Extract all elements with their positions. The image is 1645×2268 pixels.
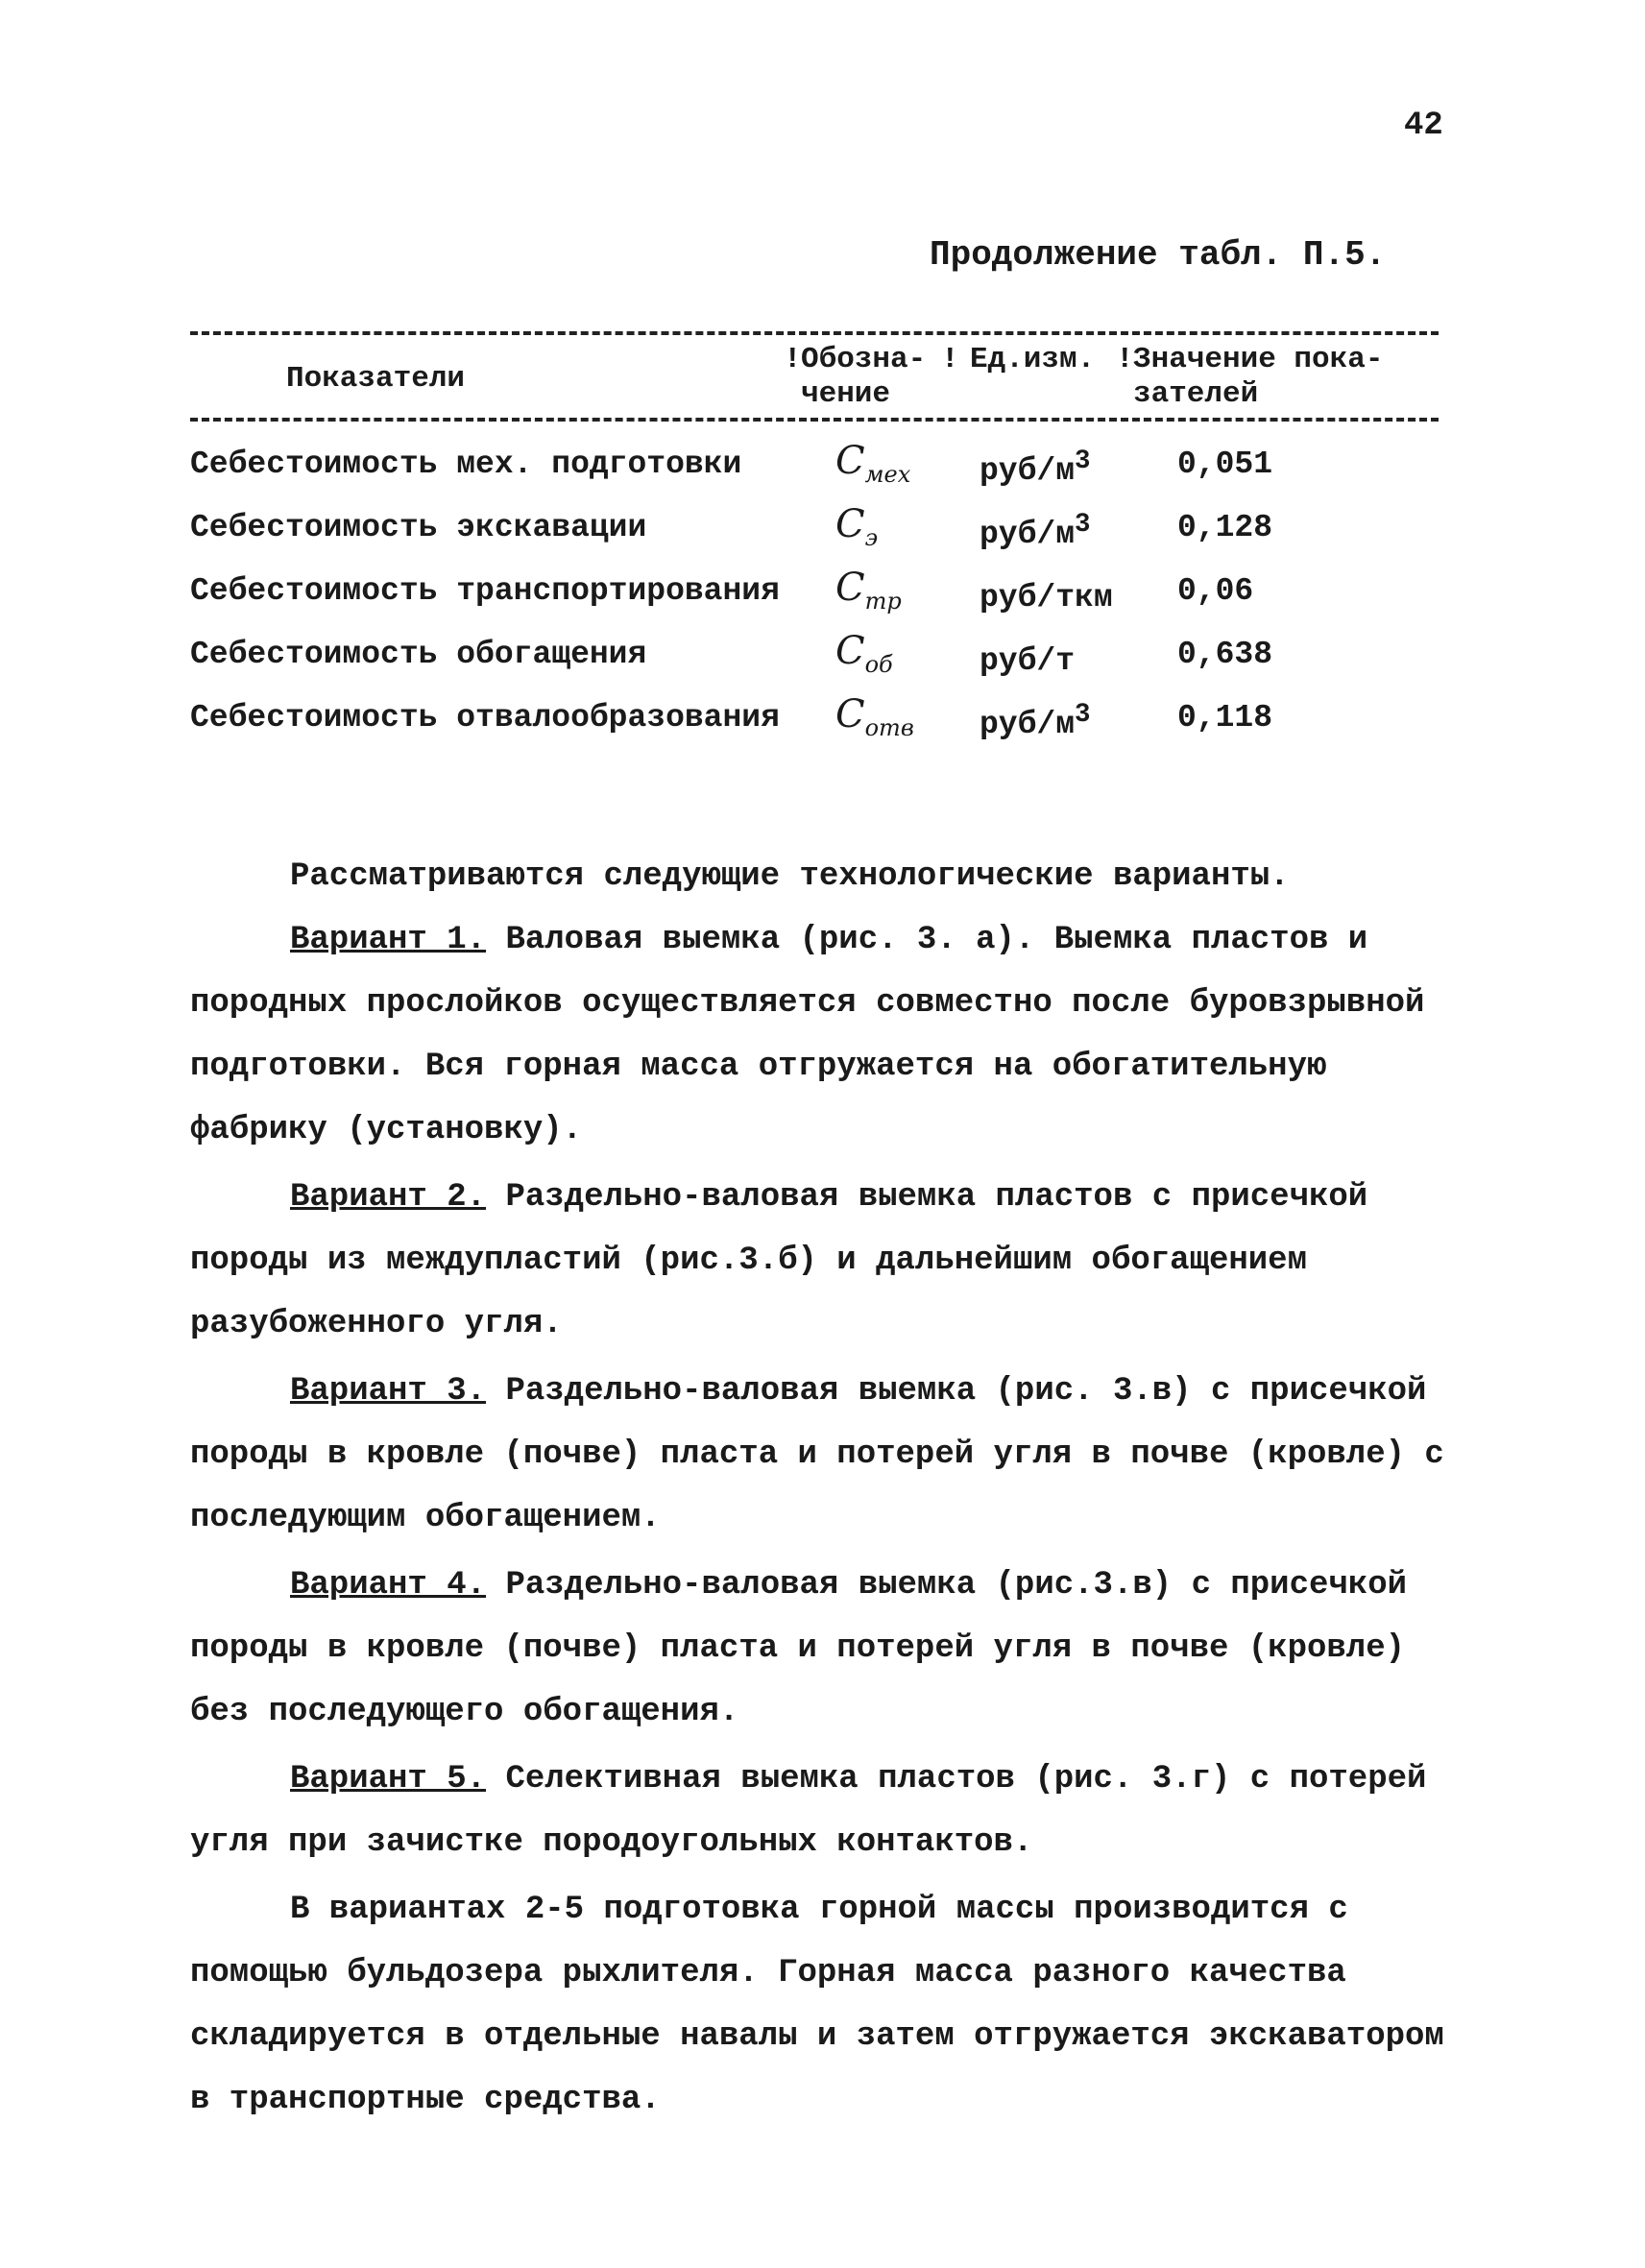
row-unit xyxy=(980,700,1091,742)
symbol-sub: э xyxy=(864,524,879,551)
header-indicator: Показатели xyxy=(286,362,466,396)
row-name: Себестоимость транспортирования xyxy=(190,573,780,609)
row-value: 0,118 xyxy=(1177,700,1273,736)
unit-base: руб/м xyxy=(980,517,1076,552)
symbol-base: C xyxy=(835,502,865,546)
table-row xyxy=(190,625,1439,688)
row-value: 0,06 xyxy=(1177,573,1254,609)
symbol-sub: тр xyxy=(864,588,902,615)
table-row xyxy=(190,435,1439,498)
variant-label: Вариант 5. xyxy=(290,1761,487,1798)
table-row xyxy=(190,498,1439,562)
variant-paragraph xyxy=(190,1360,1458,1550)
unit-sup: 3 xyxy=(1075,700,1091,730)
row-symbol xyxy=(835,692,914,741)
body-text xyxy=(190,845,1458,2132)
row-unit xyxy=(980,573,1113,615)
table-row xyxy=(190,688,1439,752)
header-symbol-line1: Обозна- xyxy=(801,343,927,376)
row-symbol xyxy=(835,566,902,615)
unit-base: руб/т xyxy=(980,643,1076,679)
variant-text: Раздельно-валовая выемка пластов с присечкой породы из междупластий (рис.3.б) и дальнейшим обогащением разубоженного угля. xyxy=(190,1179,1368,1342)
variant-paragraph xyxy=(190,1554,1458,1744)
row-symbol xyxy=(835,502,878,551)
header-symbol-line2: чение xyxy=(801,377,891,411)
variant-label: Вариант 2. xyxy=(290,1179,487,1216)
intro-paragraph: Рассматриваются следующие технологические варианты. xyxy=(290,858,1290,895)
row-symbol xyxy=(835,439,910,488)
header-value-line2: зателей xyxy=(1133,377,1259,411)
row-value: 0,128 xyxy=(1177,510,1273,545)
header-separator: ! xyxy=(941,343,959,376)
row-symbol xyxy=(835,629,893,678)
symbol-base: C xyxy=(835,439,865,483)
variant-label: Вариант 1. xyxy=(290,922,487,958)
header-value xyxy=(1133,343,1383,412)
header-value-line1: Значение пока- xyxy=(1133,343,1384,376)
symbol-base: C xyxy=(835,566,865,610)
row-value: 0,051 xyxy=(1177,446,1273,482)
symbol-base: C xyxy=(835,629,865,673)
variant-text: Раздельно-валовая выемка (рис. 3.в) с присечкой породы в кровле (почве) пласта и потерей угля в почве (кровле) с последующим обогащением. xyxy=(190,1373,1444,1536)
symbol-sub: мех xyxy=(864,461,911,488)
closing-paragraph: В вариантах 2-5 подготовка горной массы производится с помощью бульдозера рыхлителя. Горная масса разного качества складируется в отдельные навалы и затем отгружается экскаватором в транспортные средства. xyxy=(190,1892,1444,2118)
table-row xyxy=(190,562,1439,625)
variant-paragraph xyxy=(190,1748,1458,1874)
unit-base: руб/м xyxy=(980,707,1076,742)
unit-sup: 3 xyxy=(1075,510,1091,540)
unit-base: руб/ткм xyxy=(980,580,1113,615)
header-unit: Ед.изм. xyxy=(970,343,1096,376)
row-name: Себестоимость обогащения xyxy=(190,637,647,672)
page-number: 42 xyxy=(1404,108,1443,144)
row-name: Себестоимость отвалообразования xyxy=(190,700,780,736)
variant-label: Вариант 4. xyxy=(290,1567,487,1604)
row-value: 0,638 xyxy=(1177,637,1273,672)
variant-text: Раздельно-валовая выемка (рис.3.в) с присечкой породы в кровле (почве) пласта и потерей угля в почве (кровле) без последующего обогащения. xyxy=(190,1567,1408,1730)
table-caption: Продолжение табл. П.5. xyxy=(930,235,1387,275)
data-table xyxy=(190,331,1439,752)
row-name: Себестоимость мех. подготовки xyxy=(190,446,742,482)
symbol-sub: об xyxy=(864,651,893,678)
header-symbol xyxy=(801,343,926,412)
unit-base: руб/м xyxy=(980,453,1076,489)
symbol-base: C xyxy=(835,692,865,736)
variant-text: Валовая выемка (рис. 3. а). Выемка пластов и породных прослойков осуществляется совместно после буровзрывной подготовки. Вся горная масса отгружается на обогатительную фабрику (установку). xyxy=(190,922,1425,1148)
row-name: Себестоимость экскавации xyxy=(190,510,647,545)
row-unit xyxy=(980,510,1091,552)
row-unit xyxy=(980,446,1091,489)
table-header xyxy=(190,335,1439,418)
header-separator: ! xyxy=(1116,343,1134,376)
variant-label: Вариант 3. xyxy=(290,1373,487,1410)
variant-text: Селективная выемка пластов (рис. 3.г) с потерей угля при зачистке породоугольных контактов. xyxy=(190,1761,1427,1861)
unit-sup: 3 xyxy=(1075,446,1091,476)
variant-paragraph xyxy=(190,908,1458,1162)
variant-paragraph xyxy=(190,1166,1458,1356)
symbol-sub: отв xyxy=(864,714,914,741)
header-separator: ! xyxy=(784,343,802,376)
row-unit xyxy=(980,637,1075,679)
